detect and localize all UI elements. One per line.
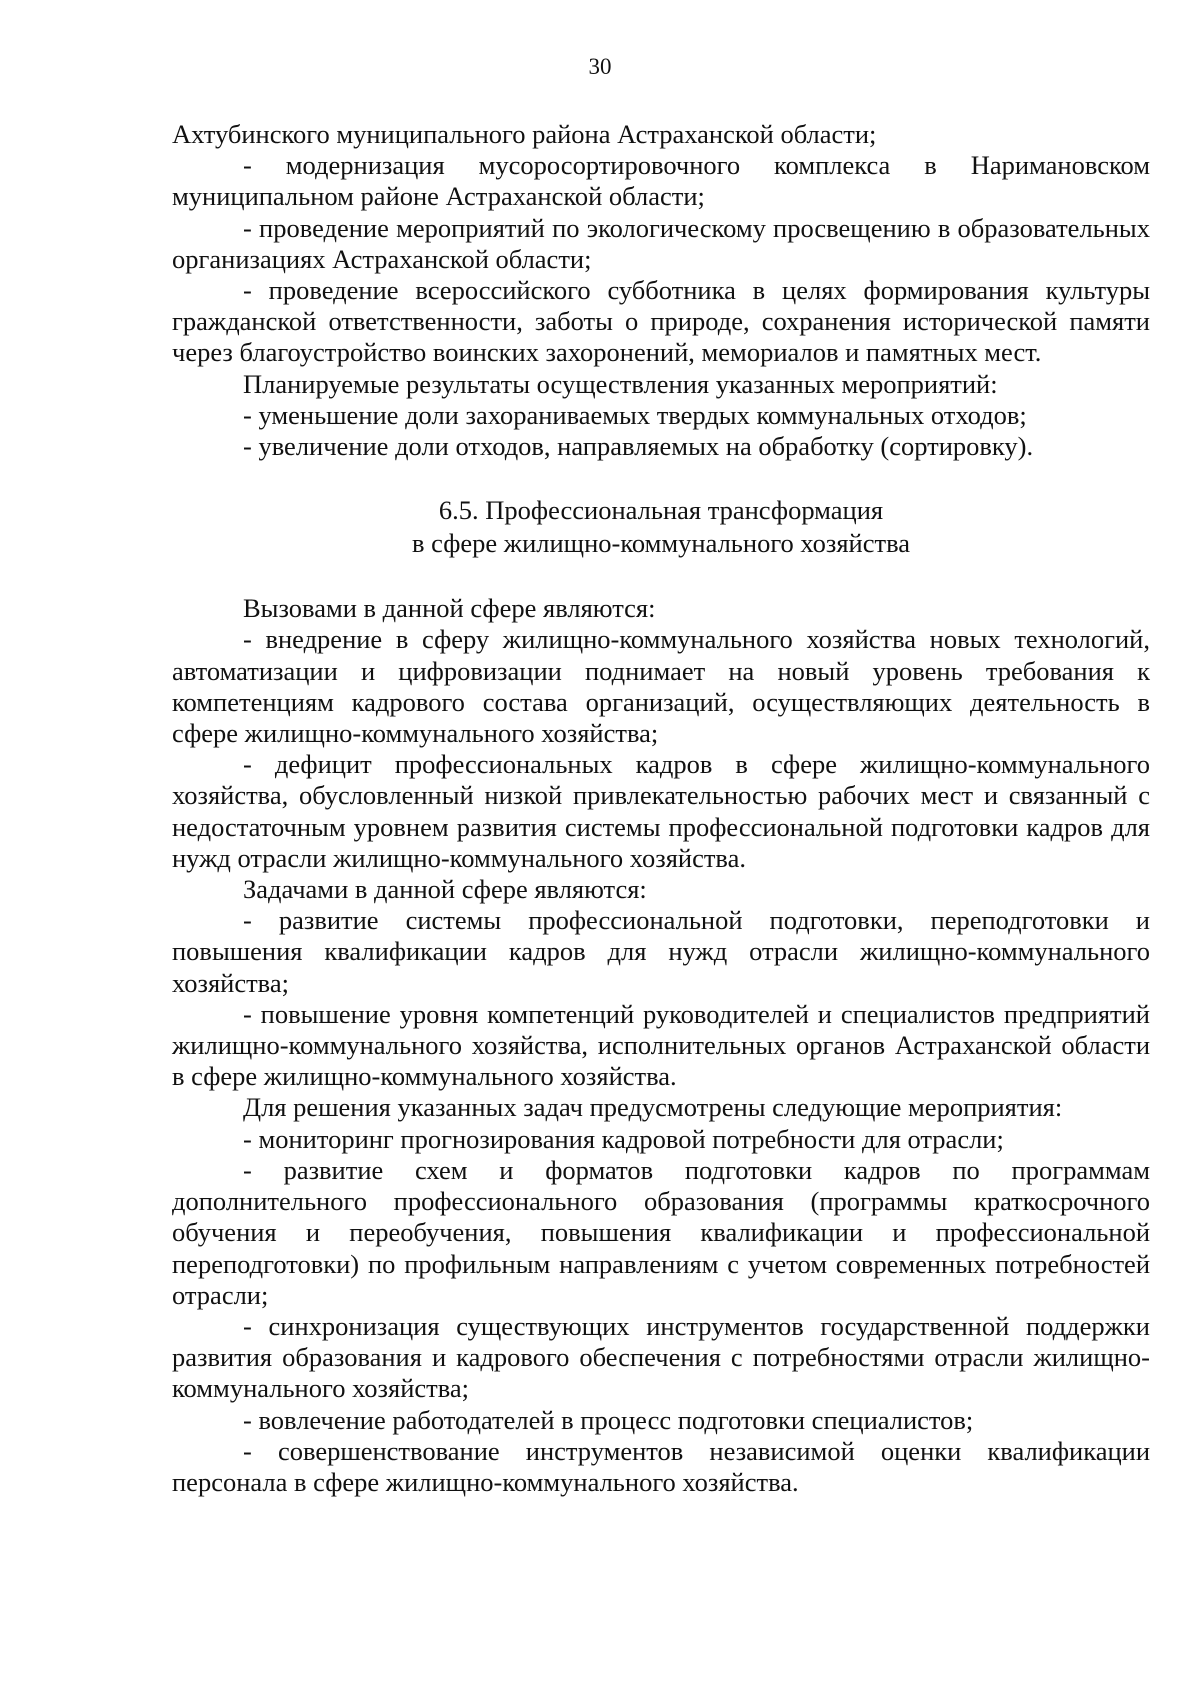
paragraph: - внедрение в сферу жилищно-коммунального хозяйства новых технологий, автоматизации и цифровизации поднимает на новый уровень требования к компетенциям кадрового состава организаций, осуществляющих деятельность в сфере жилищно-коммунального хозяйства; — [172, 624, 1150, 749]
paragraph: Вызовами в данной сфере являются: — [243, 593, 656, 624]
paragraph: Планируемые результаты осуществления указанных мероприятий: — [243, 368, 998, 399]
section-title-line-1: 6.5. Профессиональная трансформация — [438, 495, 884, 526]
paragraph: Ахтубинского муниципального района Астраханской области; — [172, 119, 877, 149]
document-body — [172, 119, 1150, 1498]
paragraph: - проведение мероприятий по экологическому просвещению в образовательных организациях Астраханской области; — [172, 212, 1150, 274]
paragraph: - синхронизация существующих инструментов государственной поддержки развития образования и кадрового обеспечения с потребностями отрасли жилищно-коммунального хозяйства; — [172, 1310, 1150, 1404]
paragraph: - мониторинг прогнозирования кадровой потребности для отрасли; — [243, 1123, 1004, 1154]
paragraph: - модернизация мусоросортировочного комплекса в Наримановском муниципальном районе Астраханской области; — [172, 150, 1150, 212]
paragraph: - вовлечение работодателей в процесс подготовки специалистов; — [243, 1404, 974, 1435]
paragraph: Для решения указанных задач предусмотрены следующие мероприятия: — [243, 1092, 1063, 1123]
paragraph: - увеличение доли отходов, направляемых на обработку (сортировку). — [243, 431, 1034, 462]
paragraph: Задачами в данной сфере являются: — [243, 874, 647, 905]
page-number: 30 — [588, 54, 612, 79]
section-title-line-2: в сфере жилищно-коммунального хозяйства — [411, 528, 910, 559]
section-heading — [172, 494, 1150, 560]
paragraph: - совершенствование инструментов независимой оценки квалификации персонала в сфере жилищно-коммунального хозяйства. — [172, 1435, 1150, 1497]
paragraph: - развитие системы профессиональной подготовки, переподготовки и повышения квалификации кадров для нужд отрасли жилищно-коммунального хозяйства; — [172, 905, 1150, 998]
paragraph: - дефицит профессиональных кадров в сфере жилищно-коммунального хозяйства, обусловленный низкой привлекательностью рабочих мест и связанный с недостаточным уровнем развития системы профессиональной подготовки кадров для нужд отрасли жилищно-коммунального хозяйства. — [172, 749, 1150, 873]
paragraph: - повышение уровня компетенций руководителей и специалистов предприятий жилищно-коммунального хозяйства, исполнительных органов Астраханской области в сфере жилищно-коммунального хозяйства. — [172, 998, 1150, 1092]
paragraph: - уменьшение доли захораниваемых твердых коммунальных отходов; — [243, 399, 1027, 430]
paragraph: - развитие схем и форматов подготовки кадров по программам дополнительного профессионального образования (программы краткосрочного обучения и переобучения, повышения квалификации и профессиональной переподготовки) по профильным направлениям с учетом современных потребностей отрасли; — [172, 1154, 1150, 1310]
paragraph: - проведение всероссийского субботника в целях формирования культуры гражданской ответственности, заботы о природе, сохранения исторической памяти через благоустройство воинских захоронений, мемориалов и памятных мест. — [172, 275, 1150, 368]
